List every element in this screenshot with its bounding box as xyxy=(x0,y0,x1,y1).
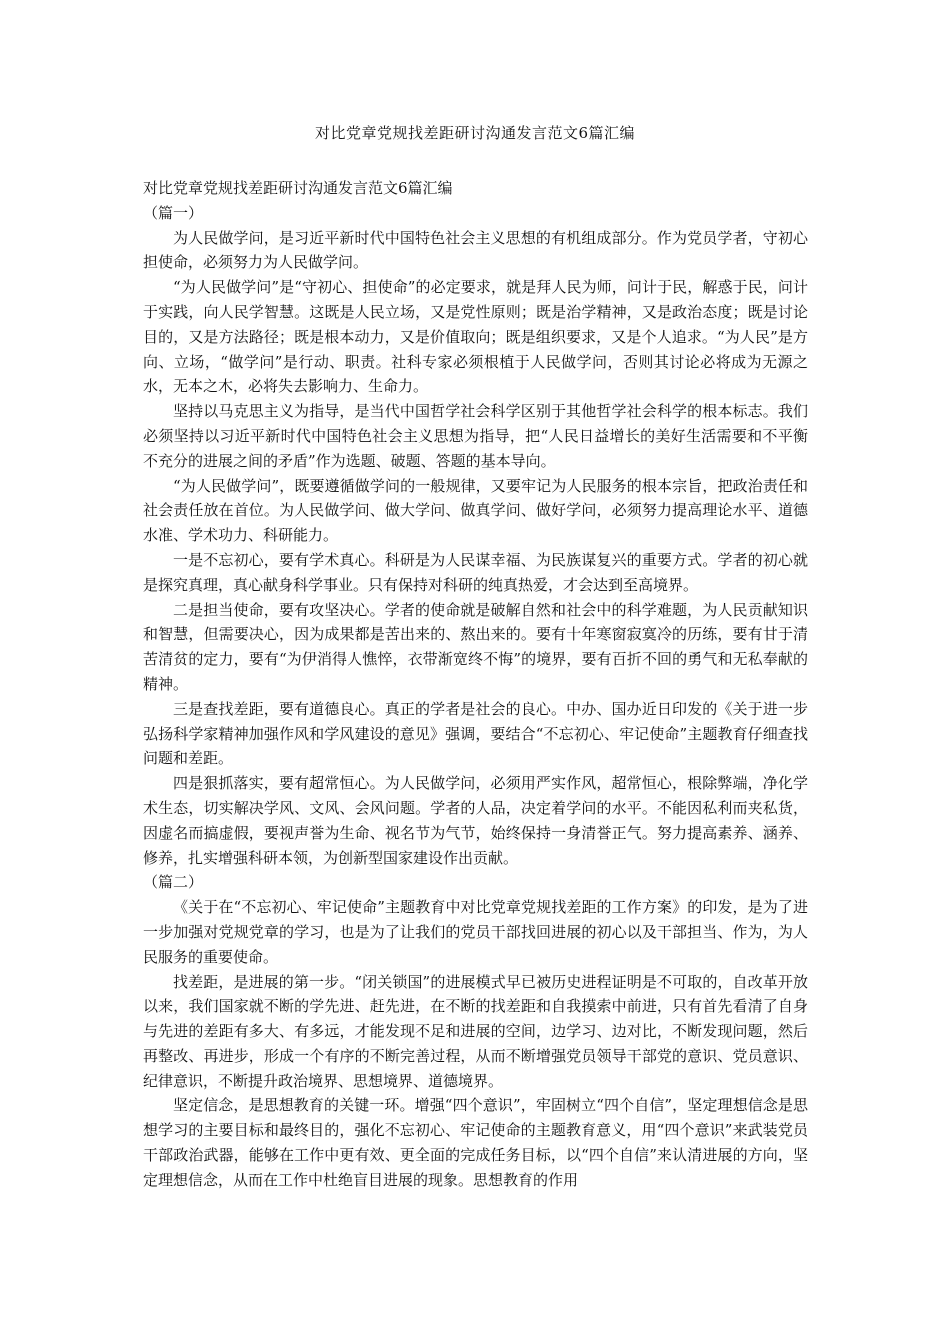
paragraph: “为人民做学问”是“守初心、担使命”的必定要求，就是拜人民为师，问计于民，解惑于民，问计于实践，向人民学智慧。这既是人民立场，又是党性原则；既是治学精神，又是政治态度；既是讨论目的，又是方法路径；既是根本动力，又是价值取向；既是组织要求，又是个人追求。“为人民”是方向、立场，“做学问”是行动、职责。社科专家必须根植于人民做学问，否则其讨论必将成为无源之水，无本之木，必将失去影响力、生命力。 xyxy=(143,278,808,396)
paragraph: 四是狠抓落实，要有超常恒心。为人民做学问，必须用严实作风，超常恒心，根除弊端，净化学术生态，切实解决学风、文风、会风问题。学者的人品，决定着学问的水平。不能因私利而夹私货，因虚名而搞虚假，要视声誉为生命、视名节为气节，始终保持一身清誉正气。努力提高素养、涵养、修养，扎实增强科研本领，为创新型国家建设作出贡献。 xyxy=(143,774,808,867)
paragraph: 为人民做学问，是习近平新时代中国特色社会主义思想的有机组成部分。作为党员学者，守初心担使命，必须努力为人民做学问。 xyxy=(143,228,808,272)
paragraph: 找差距，是进展的第一步。“闭关锁国”的进展模式早已被历史进程证明是不可取的，自改革开放以来，我们国家就不断的学先进、赶先进，在不断的找差距和自我摸索中前进，只有首先看清了自身与先进的差距有多大、有多远，才能发现不足和进展的空间，边学习、边对比，不断发现问题，然后再整改、再进步，形成一个有序的不断完善过程，从而不断增强党员领导干部党的意识、党员意识、纪律意识，不断提升政治境界、思想境界、道德境界。 xyxy=(143,972,808,1090)
paragraph: 坚持以马克思主义为指导，是当代中国哲学社会科学区别于其他哲学社会科学的根本标志。我们必须坚持以习近平新时代中国特色社会主义思想为指导，把“人民日益增长的美好生活需要和不平衡不充分的进展之间的矛盾”作为选题、破题、答题的基本导向。 xyxy=(143,402,808,470)
paragraph: “为人民做学问”，既要遵循做学问的一般规律，又要牢记为人民服务的根本宗旨，把政治责任和社会责任放在首位。为人民做学问、做大学问、做真学问、做好学问，必须努力提高理论水平、道德水准、学术功力、科研能力。 xyxy=(143,476,808,545)
document-body xyxy=(143,176,808,1193)
section-heading-2: （篇二） xyxy=(143,873,204,892)
document-title: 对比党章党规找差距研讨沟通发言范文6篇汇编 xyxy=(143,179,453,197)
paragraph: 《关于在“不忘初心、牢记使命”主题教育中对比党章党规找差距的工作方案》的印发，是为了进一步加强对党规党章的学习，也是为了让我们的党员干部找回进展的初心以及干部担当、作为，为人民服务的重要使命。 xyxy=(143,898,808,966)
paragraph: 一是不忘初心，要有学术真心。科研是为人民谋幸福、为民族谋复兴的重要方式。学者的初心就是探究真理，真心献身科学事业。只有保持对科研的纯真热爱，才会达到至高境界。 xyxy=(143,550,808,594)
section-heading-1: （篇一） xyxy=(143,203,204,222)
paragraph: 三是查找差距，要有道德良心。真正的学者是社会的良心。中办、国办近日印发的《关于进一步弘扬科学家精神加强作风和学风建设的意见》强调，要结合“不忘初心、牢记使命”主题教育仔细查找问题和差距。 xyxy=(143,699,808,768)
paragraph: 二是担当使命，要有攻坚决心。学者的使命就是破解自然和社会中的科学难题，为人民贡献知识和智慧，但需要决心，因为成果都是苦出来的、熬出来的。要有十年寒窗寂寞冷的历练，要有甘于清苦清贫的定力，要有“为伊消得人憔悴，衣带渐宽终不悔”的境界，要有百折不回的勇气和无私奉献的精神。 xyxy=(143,600,808,693)
paragraph: 坚定信念，是思想教育的关键一环。增强“四个意识”，牢固树立“四个自信”，坚定理想信念是思想学习的主要目标和最终目的，强化不忘初心、牢记使命的主题教育意义，用“四个意识”来武装党员干部政治武器，能够在工作中更有效、更全面的完成任务目标，以“四个自信”来认清进展的方向，坚定理想信念，从而在工作中杜绝盲目进展的现象。思想教育的作用 xyxy=(143,1096,808,1189)
header-title: 对比党章党规找差距研讨沟通发言范文6篇汇编 xyxy=(314,124,636,142)
